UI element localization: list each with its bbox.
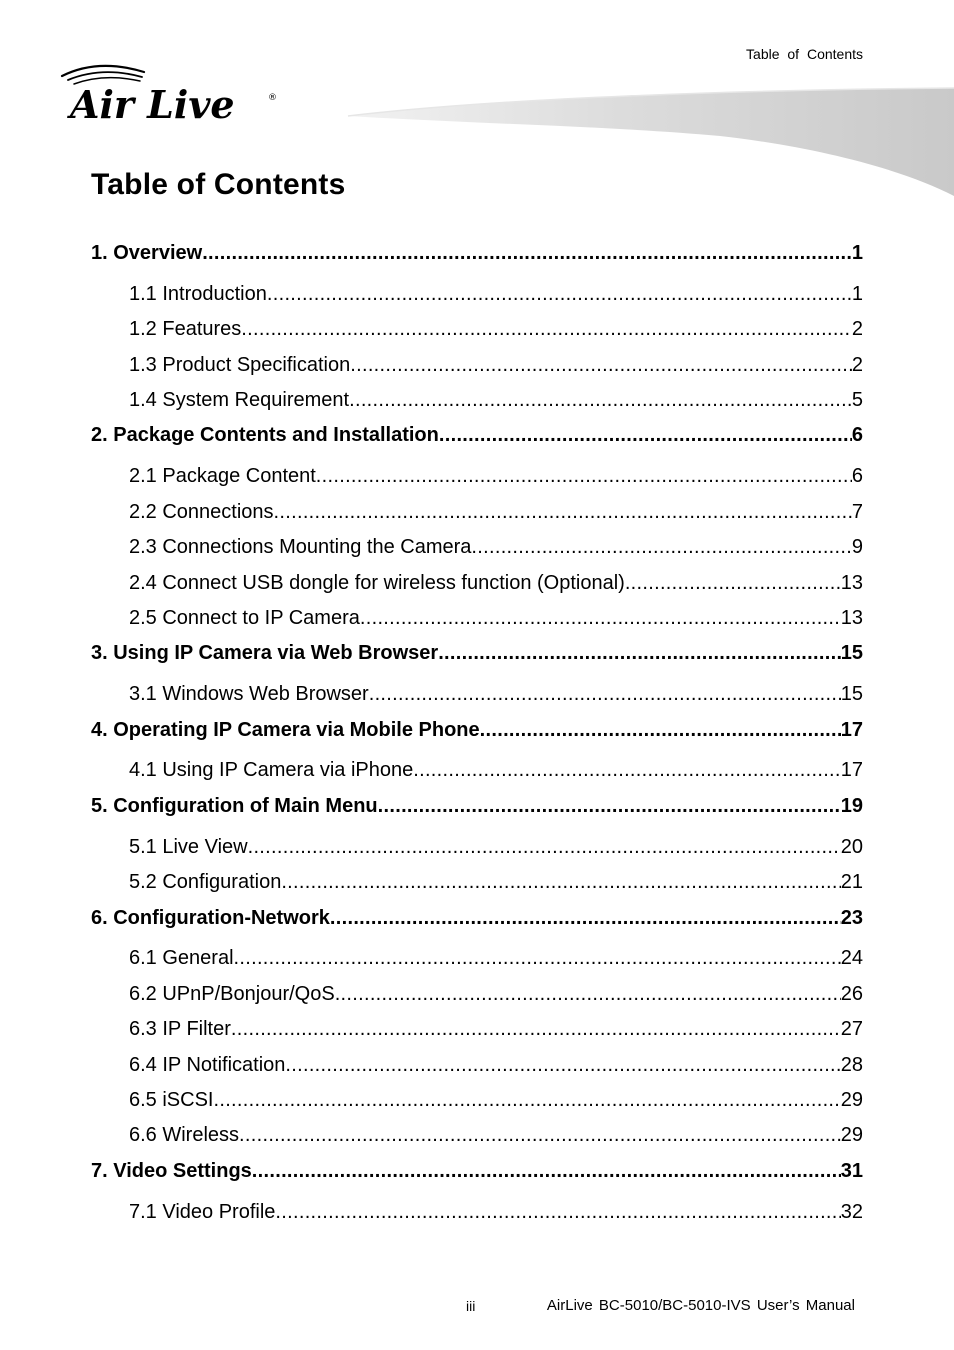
- dot-leader: [231, 1012, 841, 1047]
- toc-entry-page: 32: [840, 1200, 863, 1223]
- toc-entry-page: 23: [840, 906, 863, 929]
- toc-entry-page: 13: [840, 571, 863, 594]
- page-title: Table of Contents: [91, 168, 346, 201]
- toc-entry-title: 2.1 Package Content: [129, 465, 316, 488]
- toc-entry-title: 6.4 IP Notification: [129, 1053, 286, 1076]
- toc-entry[interactable]: [91, 865, 863, 900]
- toc-entry-title: 6.5 iSCSI: [129, 1088, 214, 1111]
- dot-leader: [202, 236, 852, 271]
- brand-wordmark: Air Live: [70, 82, 235, 126]
- toc-entry-title: 5. Configuration of Main Menu: [91, 794, 378, 817]
- toc-entry-page: 21: [840, 871, 863, 894]
- footer-page-number: iii: [466, 1298, 476, 1314]
- dot-leader: [439, 418, 852, 453]
- toc-entry-page: 28: [840, 1053, 863, 1076]
- toc-entry-title: 4.1 Using IP Camera via iPhone: [129, 759, 414, 782]
- dot-leader: [330, 901, 841, 936]
- toc-entry-page: 6: [851, 424, 863, 447]
- toc-entry-page: 15: [840, 683, 863, 706]
- dot-leader: [267, 277, 852, 312]
- toc-entry[interactable]: [91, 312, 863, 347]
- toc-entry-title: 1. Overview: [91, 242, 203, 264]
- toc-entry[interactable]: [91, 753, 863, 788]
- toc-entry-title: 1.2 Features: [129, 318, 242, 341]
- registered-mark: ®: [268, 93, 277, 103]
- toc-entry[interactable]: [91, 1012, 863, 1047]
- dot-leader: [274, 495, 852, 530]
- toc-entry-title: 7. Video Settings: [91, 1159, 252, 1182]
- toc-entry-title: 2.4 Connect USB dongle for wireless function (Optional): [129, 571, 625, 594]
- header-swoosh-graphic: [340, 84, 954, 196]
- toc-entry-page: 9: [851, 536, 863, 559]
- toc-entry-title: 6. Configuration-Network: [91, 906, 330, 929]
- dot-leader: [248, 830, 841, 865]
- toc-entry-title: 3.1 Windows Web Browser: [129, 683, 369, 706]
- toc-entry[interactable]: [91, 1154, 863, 1189]
- dot-leader: [438, 636, 841, 671]
- dot-leader: [281, 865, 840, 900]
- toc-entry-page: 17: [840, 759, 863, 782]
- toc-entry-page: 1: [851, 242, 863, 264]
- toc-entry[interactable]: [91, 383, 863, 418]
- dot-leader: [369, 677, 841, 712]
- toc-entry[interactable]: [91, 789, 863, 824]
- dot-leader: [378, 789, 841, 824]
- dot-leader: [234, 941, 841, 976]
- toc-entry[interactable]: [91, 901, 863, 936]
- toc-entry[interactable]: [91, 566, 863, 601]
- toc-entry-title: 5.2 Configuration: [129, 871, 282, 894]
- toc-entry-title: 1.4 System Requirement: [129, 389, 350, 412]
- toc-entry-title: 3. Using IP Camera via Web Browser: [91, 642, 439, 665]
- toc-entry-title: 4. Operating IP Camera via Mobile Phone: [91, 718, 480, 741]
- toc-entry[interactable]: [91, 1118, 863, 1153]
- toc-entry-title: 5.1 Live View: [129, 835, 248, 858]
- toc-entry-title: 1.1 Introduction: [129, 282, 267, 305]
- toc-entry[interactable]: [91, 830, 863, 865]
- dot-leader: [239, 1118, 841, 1153]
- toc-entry-page: 2: [851, 353, 863, 376]
- toc-entry-title: 2.2 Connections: [129, 500, 274, 523]
- toc-entry-page: 5: [851, 389, 863, 412]
- toc-entry[interactable]: [91, 941, 863, 976]
- table-of-contents: [91, 236, 863, 1230]
- toc-entry-page: 17: [840, 718, 863, 741]
- toc-entry-page: 19: [840, 794, 863, 817]
- toc-entry[interactable]: [91, 495, 863, 530]
- toc-entry-page: 6: [851, 465, 863, 488]
- dot-leader: [252, 1154, 841, 1189]
- dot-leader: [285, 1048, 840, 1083]
- toc-entry-title: 2.3 Connections Mounting the Camera: [129, 536, 472, 559]
- toc-entry-title: 2. Package Contents and Installation: [91, 424, 439, 447]
- toc-entry[interactable]: [91, 636, 863, 671]
- dot-leader: [241, 312, 852, 347]
- toc-entry-page: 27: [840, 1018, 863, 1041]
- dot-leader: [213, 1083, 840, 1118]
- toc-entry-page: 31: [840, 1159, 863, 1182]
- toc-entry[interactable]: [91, 713, 863, 748]
- dot-leader: [413, 753, 841, 788]
- toc-entry-page: 13: [840, 606, 863, 629]
- toc-entry[interactable]: [91, 977, 863, 1012]
- toc-entry[interactable]: [91, 236, 863, 271]
- toc-entry-title: 2.5 Connect to IP Camera: [129, 606, 360, 629]
- toc-entry[interactable]: [91, 418, 863, 453]
- dot-leader: [360, 601, 841, 636]
- dot-leader: [349, 383, 852, 418]
- toc-entry[interactable]: [91, 1048, 863, 1083]
- toc-entry[interactable]: [91, 677, 863, 712]
- toc-entry-page: 24: [840, 947, 863, 970]
- toc-entry[interactable]: [91, 277, 863, 312]
- dot-leader: [316, 459, 852, 494]
- toc-entry-page: 1: [851, 282, 863, 305]
- toc-entry[interactable]: [91, 1195, 863, 1230]
- toc-entry[interactable]: [91, 348, 863, 383]
- toc-entry-page: 20: [840, 835, 863, 858]
- running-header-title: Table of Contents: [746, 46, 863, 62]
- toc-entry[interactable]: [91, 530, 863, 565]
- toc-entry-page: 2: [851, 318, 863, 341]
- dot-leader: [480, 713, 841, 748]
- airlive-logo: [58, 60, 288, 126]
- toc-entry-title: 6.2 UPnP/Bonjour/QoS: [129, 982, 335, 1005]
- toc-entry-title: 6.6 Wireless: [129, 1124, 240, 1147]
- toc-entry-page: 7: [851, 500, 863, 523]
- toc-entry-title: 1.3 Product Specification: [129, 353, 351, 376]
- toc-entry-title: 6.1 General: [129, 947, 234, 970]
- toc-entry[interactable]: [91, 1083, 863, 1118]
- toc-entry-page: 26: [840, 982, 863, 1005]
- toc-entry-page: 15: [840, 642, 863, 665]
- dot-leader: [350, 348, 852, 383]
- dot-leader: [471, 530, 851, 565]
- dot-leader: [625, 566, 841, 601]
- toc-entry-title: 7.1 Video Profile: [129, 1200, 276, 1223]
- toc-entry-page: 29: [840, 1088, 863, 1111]
- footer-manual-title: AirLive BC-5010/BC-5010-IVS User’s Manual: [546, 1297, 855, 1314]
- dot-leader: [275, 1195, 840, 1230]
- toc-entry-title: 6.3 IP Filter: [129, 1018, 231, 1041]
- dot-leader: [335, 977, 841, 1012]
- toc-entry[interactable]: [91, 459, 863, 494]
- toc-entry-page: 29: [840, 1124, 863, 1147]
- toc-entry[interactable]: [91, 601, 863, 636]
